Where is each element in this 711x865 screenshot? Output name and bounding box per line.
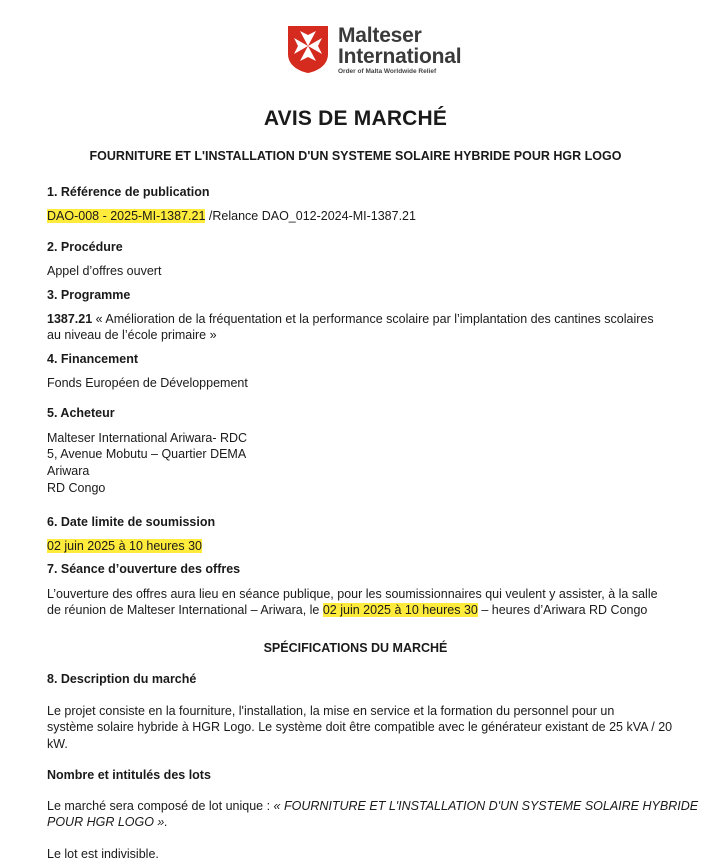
document-subtitle: FOURNITURE ET L'INSTALLATION D'UN SYSTEME SOLAIRE HYBRIDE POUR HGR LOGO: [89, 149, 622, 163]
programme-description: « Amélioration de la fréquentation et la performance scolaire par l’implantation des cantines scolaires: [92, 312, 654, 326]
deadline-highlight: 02 juin 2025 à 10 heures 30: [47, 539, 202, 553]
section-3-heading: 3. Programme: [47, 288, 131, 302]
procedure-text: Appel d’offres ouvert: [47, 264, 162, 278]
buyer-line-1: Malteser International Ariwara- RDC: [47, 431, 248, 445]
programme-line-2: au niveau de l’école primaire »: [47, 328, 217, 342]
programme-code: 1387.21: [47, 312, 93, 326]
section-5-heading: 5. Acheteur: [47, 406, 115, 420]
description-line-3: kW.: [47, 737, 68, 751]
description-line-1: Le projet consiste en la fourniture, l'installation, la mise en service et la formation du personnel pour un: [47, 704, 615, 718]
opening-venue: de réunion de Malteser International – Ariwara, le: [47, 603, 323, 617]
reference-highlight: DAO-008 - 2025-MI-1387.21: [47, 209, 206, 223]
lots-line-1: [47, 798, 698, 814]
buyer-line-2: 5, Avenue Mobutu – Quartier DEMA: [47, 447, 247, 461]
section-2-heading: 2. Procédure: [47, 240, 123, 254]
lot-indivisible-text: Le lot est indivisible.: [47, 847, 159, 861]
section-7-heading: 7. Séance d’ouverture des offres: [47, 562, 241, 576]
reference-relance: /Relance DAO_012-2024-MI-1387.21: [205, 209, 416, 223]
section-4-heading: 4. Financement: [47, 352, 138, 366]
lots-title-part-1: « FOURNITURE ET L'INSTALLATION D'UN SYSTEME SOLAIRE HYBRIDE: [273, 799, 699, 813]
submission-deadline: [47, 538, 202, 554]
logo-brand-line2: International: [338, 45, 462, 68]
specifications-title: SPÉCIFICATIONS DU MARCHÉ: [263, 641, 448, 655]
opening-line-1: L’ouverture des offres aura lieu en séance publique, pour les soumissionnaires qui veulent y assister, à la salle: [47, 587, 658, 601]
lots-title-part-2: POUR HGR LOGO ».: [47, 815, 168, 829]
section-6-heading: 6. Date limite de soumission: [47, 515, 216, 529]
buyer-line-3: Ariwara: [47, 464, 90, 478]
lots-intro: Le marché sera composé de lot unique :: [47, 799, 274, 813]
description-line-2: système solaire hybride à HGR Logo. Le système doit être compatible avec le générateur existant de 25 kVA / 20: [47, 720, 673, 734]
programme-line-1: [47, 311, 654, 327]
malteser-logo: [286, 24, 461, 75]
section-1-heading: 1. Référence de publication: [47, 185, 210, 199]
opening-timezone: – heures d’Ariwara RD Congo: [477, 603, 648, 617]
lots-heading: Nombre et intitulés des lots: [47, 768, 211, 782]
opening-line-2: [47, 602, 647, 618]
logo-brand-line1: Malteser: [338, 24, 422, 47]
section-8-heading: 8. Description du marché: [47, 672, 197, 686]
maltese-cross-shield-icon: [286, 24, 330, 74]
document-title: AVIS DE MARCHÉ: [263, 107, 448, 130]
opening-date-highlight: 02 juin 2025 à 10 heures 30: [322, 603, 478, 617]
publication-reference: [47, 208, 416, 224]
logo-tagline: Order of Malta Worldwide Relief: [338, 68, 437, 75]
buyer-line-4: RD Congo: [47, 481, 106, 495]
financing-text: Fonds Européen de Développement: [47, 376, 248, 390]
